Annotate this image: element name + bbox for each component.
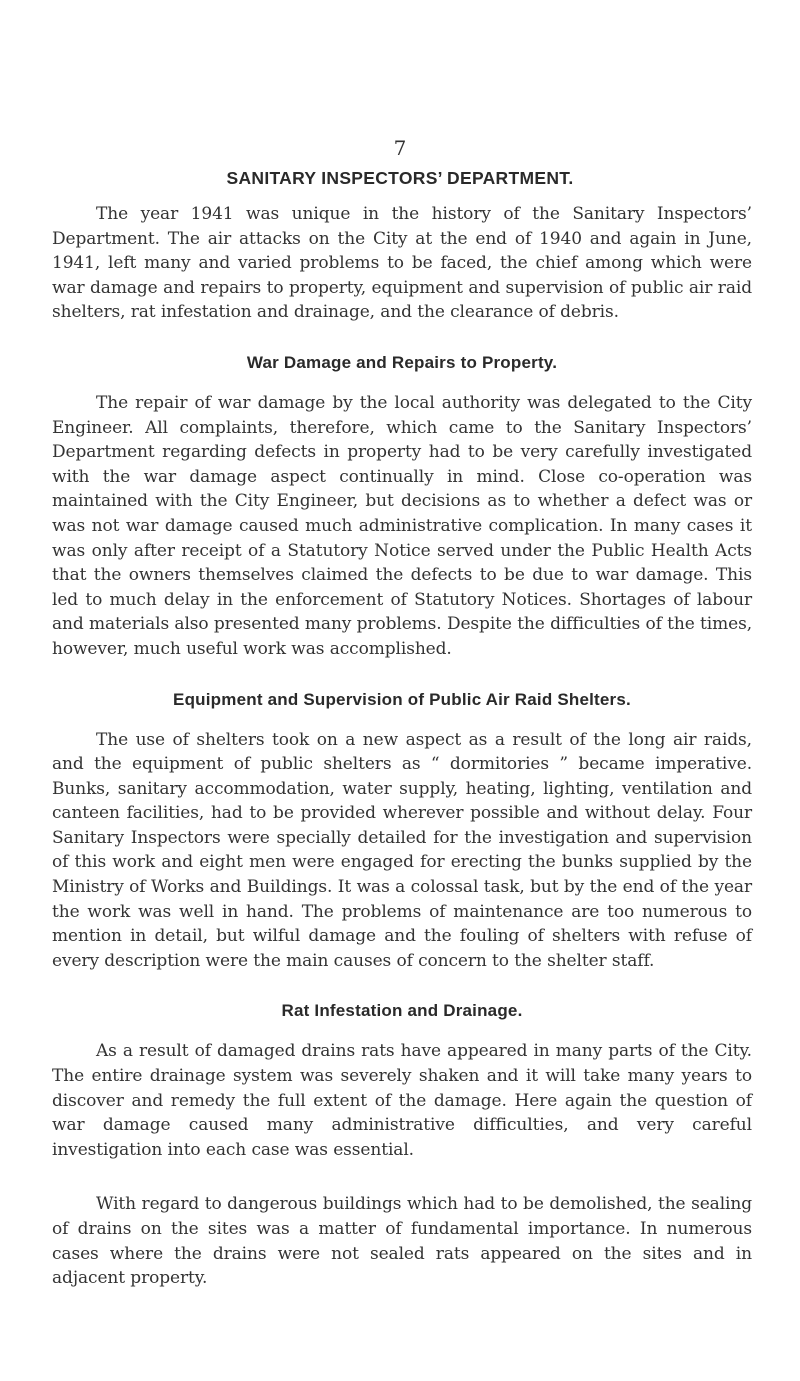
intro-paragraph: The year 1941 was unique in the history of the Sanitary Inspectors’ Department. The air attacks on the City at the end of 1940 and again in June, 1941, left many and varied problems to be faced, the chief among which were war damage and repairs to property, equipment and supervision of public air raid shelters, rat infestation and drainage, and the clearance of debris. xyxy=(52,204,752,323)
dangerous-buildings-paragraph: With regard to dangerous buildings which had to be demolished, the sealing of drains on the sites was a matter of fundamental importance. In numerous cases where the drains were not sealed rats appeared on the sites and in adjacent property. xyxy=(52,1194,752,1289)
section-heading-air-raid-shelters: Equipment and Supervision of Public Air Raid Shelters. xyxy=(173,689,631,709)
war-damage-paragraph: The repair of war damage by the local authority was delegated to the City Engineer. All complaints, therefore, which came to the Sanitary Inspectors’ Department regarding defects in property had to be very carefully investigated with the war damage aspect continually in mind. Close co-operation was maintained with the City Engineer, but decisions as to whether a defect was or was not war damage caused much administrative complication. In many cases it was only after receipt of a Statutory Notice served under the Public Health Acts that the owners themselves claimed the defects to be due to war damage. This led to much delay in the enforcement of Statutory Notices. Shortages of labour and materials also presented many problems. Despite the difficulties of the times, however, much useful work was accomplished. xyxy=(52,392,752,659)
rat-infestation-paragraph: As a result of damaged drains rats have appeared in many parts of the City. The entire drainage system was severely shaken and it will take many years to discover and remedy the full extent of the damage. Here again the question of war damage caused many administrative difficulties, and very careful investigation into each case was essential. xyxy=(52,1041,752,1160)
section-heading-war-damage: War Damage and Repairs to Property. xyxy=(246,352,558,372)
air-raid-shelters-paragraph: The use of shelters took on a new aspect as a result of the long air raids, and the equipment of public shelters as “ dormitories ” became imperative. Bunks, sanitary accommodation, water supply, heating, lighting, ventilation and canteen facilities, had to be provided wherever possible and without delay. Four Sanitary Inspectors were specially detailed for the investigation and supervision of this work and eight men were engaged for erecting the bunks supplied by the Ministry of Works and Buildings. It was a colossal task, but by the end of the year the work was well in hand. The problems of maintenance are too numerous to mention in detail, but wilful damage and the fouling of shelters with refuse of every description were the main causes of concern to the shelter staff. xyxy=(52,729,752,971)
page-title: SANITARY INSPECTORS’ DEPARTMENT. xyxy=(226,168,574,188)
document-body xyxy=(52,202,752,1291)
page-number: 7 xyxy=(393,136,407,160)
section-heading-rat-infestation: Rat Infestation and Drainage. xyxy=(281,1001,523,1021)
